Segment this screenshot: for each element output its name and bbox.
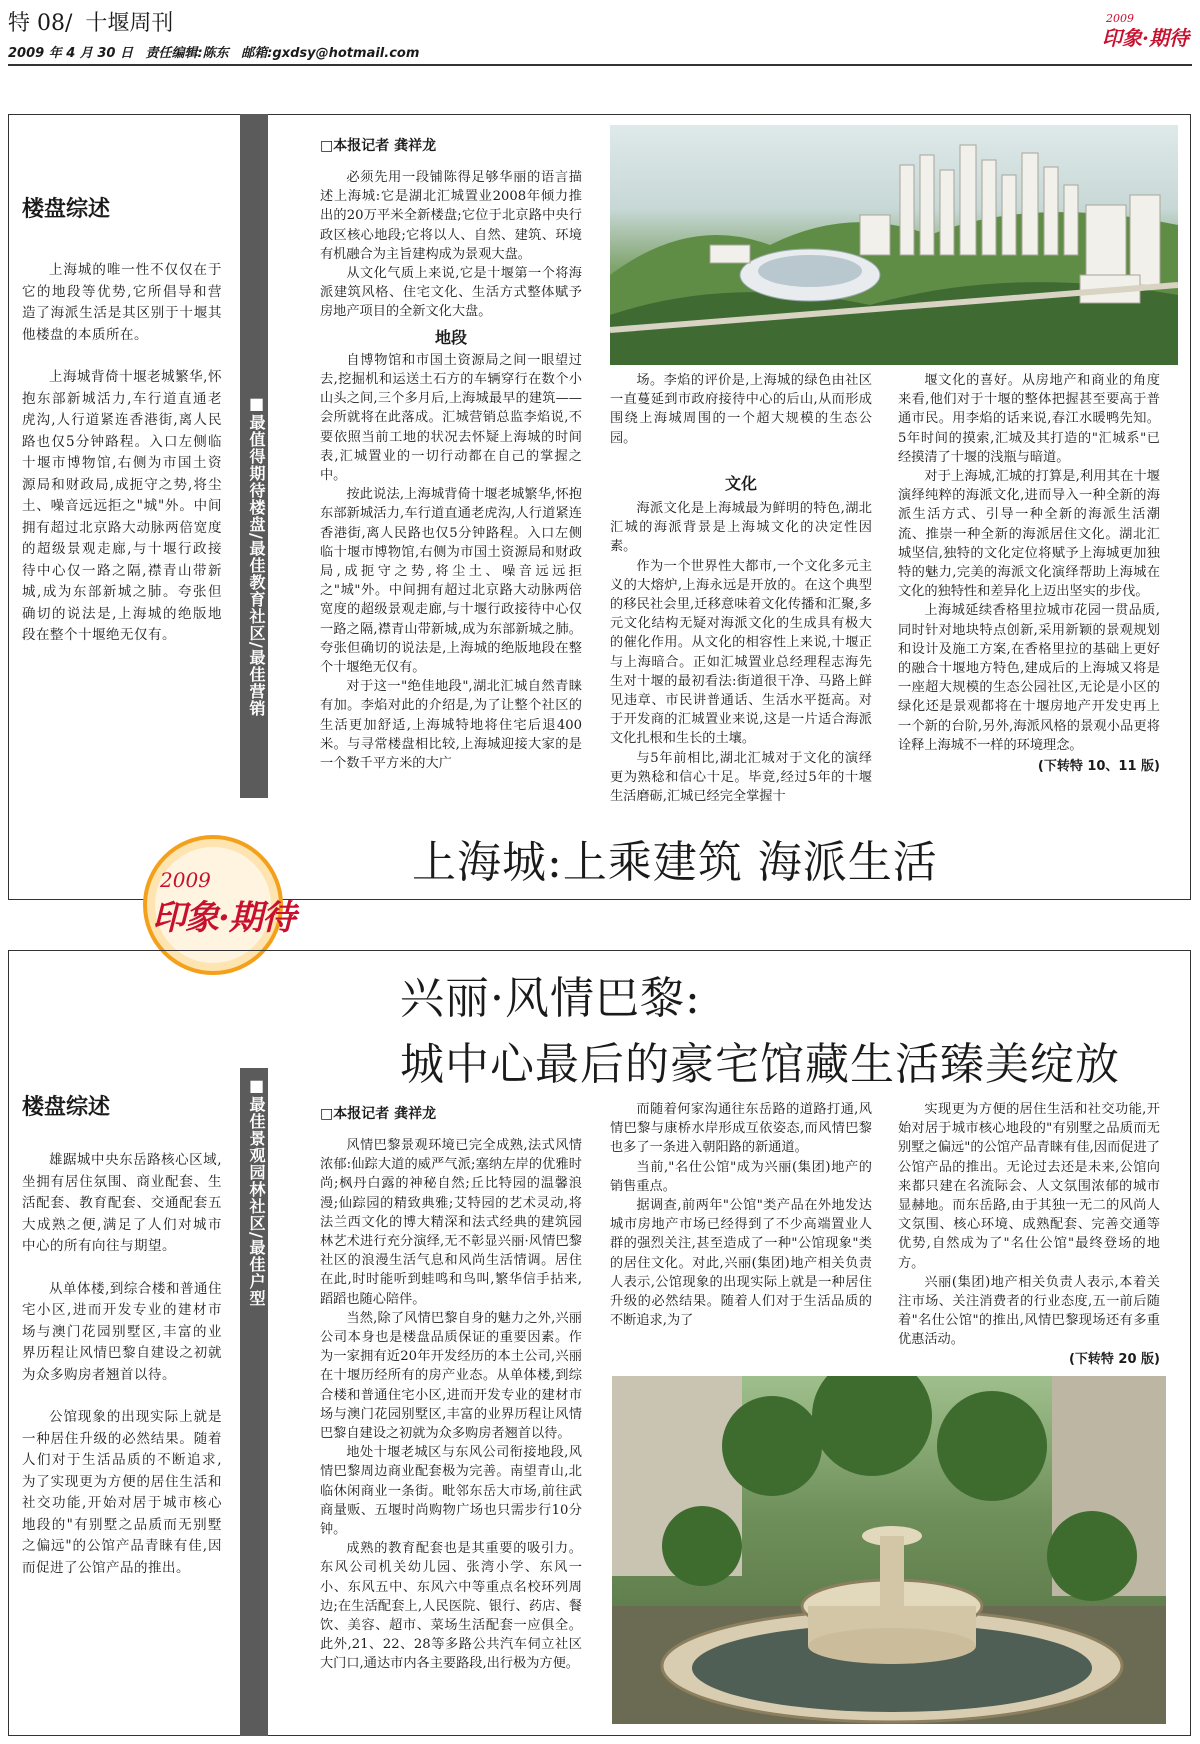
article1-para: 作为一个世界性大都市,一个文化多元主义的大熔炉,上海永远是开放的。在这个典型的移民社会里,迁移意味着文化传播和汇聚,多元文化结构无疑对海派文化的生成具有极大的催化作用。从文化的相容性上来说,十堰正与上海暗合。正如汇城置业总经理程志海先生对十堰的最初看法:街道很干净、马路上鲜见违章、市民讲普通话、生活水平挺高。对于开发商的汇城置业来说,这是一片适合海派文化扎根和生长的土壤。 [610,558,872,747]
article2-para: 实现更为方便的居住生活和社交功能,开始对居于城市核心地段的"有别墅之品质而无别墅之偏远"的公馆产品青睐有佳,因而促进了公馆产品的推出。无论过去还是未来,公馆向来都只建在名流际会、人文氛围浓郁的城市显赫地。而东岳路,由于其独一无二的风尚人文氛围、核心环境、成熟配套、完善交通等优势,自然成为了"名仕公馆"最终登场的地方。 [898,1102,1160,1271]
article1-para: 对于这一"绝佳地段",湖北汇城自然青睐有加。李焰对此的介绍是,为了让整个社区的生活更加舒适,上海城特地将住宅后退400米。与寻常楼盘相比较,上海城迎接大家的是一个数千平方米的大广 [320,679,582,772]
article2-headline-line2: 城中心最后的豪宅馆藏生活臻美绽放 [400,1039,1120,1090]
masthead [8,4,1192,64]
article2-col3 [898,1100,1160,1369]
article1-col2 [610,371,872,806]
article2-para: 当前,"名仕公馆"成为兴丽(集团)地产的销售重点。 [610,1159,872,1194]
article2-sidebar-para: 雄踞城中央东岳路核心区域,坐拥有居住氛围、商业配套、生活配套、教育配套、交通配套五大成熟之便,满足了人们对城市中心的所有向往与期望。 [22,1152,222,1254]
article2-para: 兴丽(集团)地产相关负责人表示,本着关注市场、关注消费者的行业态度,五一前后随着"名仕公馆"的推出,风情巴黎现场还有多重优惠活动。 [898,1274,1160,1348]
article1-para: 自博物馆和市国土资源局之间一眼望过去,挖掘机和运送土石方的车辆穿行在数个小山头之间,三个多月后,上海城最早的建筑——会所就将在此落成。汇城营销总监李焰说,不要依照当前工地的状况去怀疑上海城的时间表,汇城置业的一切行动都在自己的掌握之中。 [320,352,582,484]
article1-subhead-culture: 文化 [724,473,757,493]
article1-sidebar-para: 上海城背倚十堰老城繁华,怀抱东部新城活力,车行道直通老虎沟,人行道紧连香港街,离人民路也仅5分钟路程。入口左侧临十堰市博物馆,右侧为市国土资源局和财政局,成扼守之势,将尘土、噪音远远拒之"城"外。中间拥有超过北京路大动脉两倍宽度的超级景观走廊,与十堰行政接待中心仅一路之隔,襟青山带新城,成为东部新城之肺。夸张但确切的说法是,上海城的绝版地段在整个十堰绝无仅有。 [22,369,222,643]
header-logo-year: 2009 [1106,12,1134,25]
center-logo-text: 印象·期待 [152,898,295,938]
article1-subhead-location: 地段 [434,327,467,347]
article1-para: 与5年前相比,湖北汇城对于文化的演绎更为熟稔和信心十足。毕竟,经过5年的十堰生活磨砺,汇城已经完全掌握十 [610,750,872,805]
email-line: 邮箱:gxdsy@hotmail.com [241,46,420,61]
article2-para: 当然,除了风情巴黎自身的魅力之外,兴丽公司本身也是楼盘品质保证的重要因素。作为一家拥有近20年开发经历的本土公司,兴丽在十堰历经所有的房产业态。从单体楼,到综合楼和普通住宅小区,进而开发专业的建材市场与澳门花园别墅区,丰富的业界历程让风情巴黎自建设之初就为众多购房者翘首以待。 [320,1310,582,1442]
article2-para: 地处十堰老城区与东风公司衔接地段,风情巴黎周边商业配套极为完善。南望青山,北临休闲商业一条街。毗邻东岳大市场,前往武商量贩、五堰时尚购物广场也只需步行10分钟。 [320,1445,582,1538]
article2-para: 据调查,前两年"公馆"类产品在外地发达城市房地产市场已经得到了不少高端置业人群的强烈关注,甚至造成了一种"公馆现象"类的居住文化。对此,兴丽(集团)地产相关负责人表示,公馆现象的出现实际上就是一种居住升级的必然结果。随着人们对于生活品质的不断追求,为了 [610,1198,872,1329]
header-logo [1102,12,1192,52]
article2-sidebar-title: 楼盘综述 [22,1095,111,1120]
article2-para: 成熟的教育配套也是其重要的吸引力。东风公司机关幼儿园、张湾小学、东风一小、东风五中、东风六中等重点名校环列周边;在生活配套上,人民医院、银行、药店、餐饮、美容、超市、菜场生活配套一应俱全。此外,21、22、28等多路公共汽车伺立社区大门口,通达市内各主要路段,出行极为方便。 [320,1541,582,1672]
article2-sidebar-para: 从单体楼,到综合楼和普通住宅小区,进而开发专业的建材市场与澳门花园别墅区,丰富的业界历程让风情巴黎自建设之初就为众多购房者翘首以待。 [22,1280,222,1383]
aerial-rendering [610,125,1178,365]
article1-vertical-bar: ■最值得期待楼盘/最佳教育社区/最佳营销 [240,114,268,798]
date-line: 2009 年 4 月 30 日 [8,46,133,61]
article1-continued: (下转特 10、11 版) [1037,759,1160,775]
paper-name: 十堰周刊 [85,11,174,36]
article2-sidebar-text [22,1150,222,1600]
article2-garden-image [612,1376,1166,1724]
article2-continued: (下转特 20 版) [1068,1351,1160,1367]
page-label: 特 08/ [8,11,73,36]
article2-headline-line1: 兴丽·风情巴黎: [400,973,701,1024]
article1-para: 堰文化的喜好。从房地产和商业的角度来看,他们对于十堰的整体把握甚至要高于普通市民。用李焰的话来说,春江水暖鸭先知。5年时间的摸索,汇城及其打造的"汇城系"已经摸清了十堰的浅瓶与暗道。 [898,373,1160,465]
article2-para: 风情巴黎景观环境已完全成熟,法式风情浓郁:仙踪大道的威严气派;塞纳左岸的优雅时尚;枫丹白露的神秘自然;丘比特园的温馨浪漫;仙踪园的精致典雅;艾特园的艺术灵动,将法兰西文化的博大精深和法式经典的建筑园林艺术进行充分演绎,无不彰显兴丽·风情巴黎社区的浪漫生活气息和风尚生活情调。居住在此,时时能听到蛙鸣和鸟叫,繁华信手拈来,蹈蹈也随心陪伴。 [320,1138,582,1307]
editor-line: 责任编辑:陈东 [145,46,229,61]
article1-sidebar-para: 上海城的唯一性不仅仅在于它的地段等优势,它所倡导和营造了海派生活是其区别于十堰其他楼盘的本质所在。 [22,262,222,343]
article2-sidebar-para: 公馆现象的出现实际上就是一种居住升级的必然结果。随着人们对于生活品质的不断追求,为了实现更为方便的居住生活和社交功能,开始对居于城市核心地段的"有别墅之品质而无别墅之偏远"的公馆产品青睐有佳,因而促进了公馆产品的推出。 [22,1409,222,1576]
article1-para: 海派文化是上海城最为鲜明的特色,湖北汇城的海派背景是上海城文化的决定性因素。 [610,501,872,555]
article1-para: 场。李焰的评价是,上海城的绿色由社区一直蔓延到市政府接待中心的后山,从而形成围绕上海城周围的一个超大规模的生态公园。 [610,373,872,446]
article2-byline: □本报记者 龚祥龙 [320,1106,437,1122]
article1-para: 上海城延续香格里拉城市花园一贯品质,同时针对地块特点创新,采用新颖的景观规划和设计及施工方案,在香格里拉的基础上更好的融合十堰地方特色,建成后的上海城又将是一座超大规模的生态公园社区,无论是小区的绿化还是景观都将在十堰房地产开发史再上一个新的台阶,另外,海派风格的景观小品更将诠释上海城不一样的环境理念。 [898,603,1160,753]
center-logo-year: 2009 [160,868,211,892]
garden-fountain-rendering [612,1376,1166,1724]
article2-col1 [320,1136,582,1674]
article1-byline: □本报记者 龚祥龙 [320,138,437,154]
article1-headline: 上海城:上乘建筑 海派生活 [412,837,938,888]
article1-para: 从文化气质上来说,它是十堰第一个将海派建筑风格、住宅文化、生活方式整体赋予房地产项目的全新文化大盘。 [320,266,582,320]
article1-para: 必须先用一段铺陈得足够华丽的语言描述上海城:它是湖北汇城置业2008年倾力推出的20万平米全新楼盘;它位于北京路中央行政区核心地段;它将以人、自然、建筑、环境有机融合为主旨建构成为景观大盘。 [320,170,582,262]
article2-col2 [610,1100,872,1330]
article1-col3 [898,371,1160,776]
article2-headline [400,962,1180,1092]
article1-para: 按此说法,上海城背倚十堰老城繁华,怀抱东部新城活力,车行道直通老虎沟,人行道紧连香港街,离人民路也仅5分钟路程。入口左侧临十堰市博物馆,右侧为市国土资源局和财政局,成扼守之势,将尘土、噪音远远拒之"城"外。中间拥有超过北京路大动脉两倍宽度的超级景观走廊,与十堰行政接待中心仅一路之隔,襟青山带新城,成为东部新城之肺。夸张但确切的说法是,上海城的绝版地段在整个十堰绝无仅有。 [320,487,582,676]
article1-col1 [320,168,582,773]
article2-vertical-bar: ■最佳景观园林社区/最佳户型 [240,1068,268,1736]
article1-para: 对于上海城,汇城的打算是,利用其在十堰演绎纯粹的海派文化,进而导入一种全新的海派生活方式、引导一种全新的海派生活潮流、推崇一种全新的海派居住文化。湖北汇城坚信,独特的文化定位将赋予上海城更加独特的魅力,完美的海派文化演绎帮助上海城在文化的独特性和差异化上迈出坚实的步伐。 [898,469,1160,600]
header-rule [8,64,1192,66]
article1-sidebar-text [22,260,222,668]
article1-sidebar-title: 楼盘综述 [22,197,111,222]
article2-para: 而随着何家沟通往东岳路的道路打通,风情巴黎与康桥水岸形成互依姿态,而风情巴黎也多了一条进入朝阳路的新通道。 [610,1102,872,1156]
header-logo-text: 印象·期待 [1102,26,1189,50]
article1-aerial-image [610,125,1178,365]
